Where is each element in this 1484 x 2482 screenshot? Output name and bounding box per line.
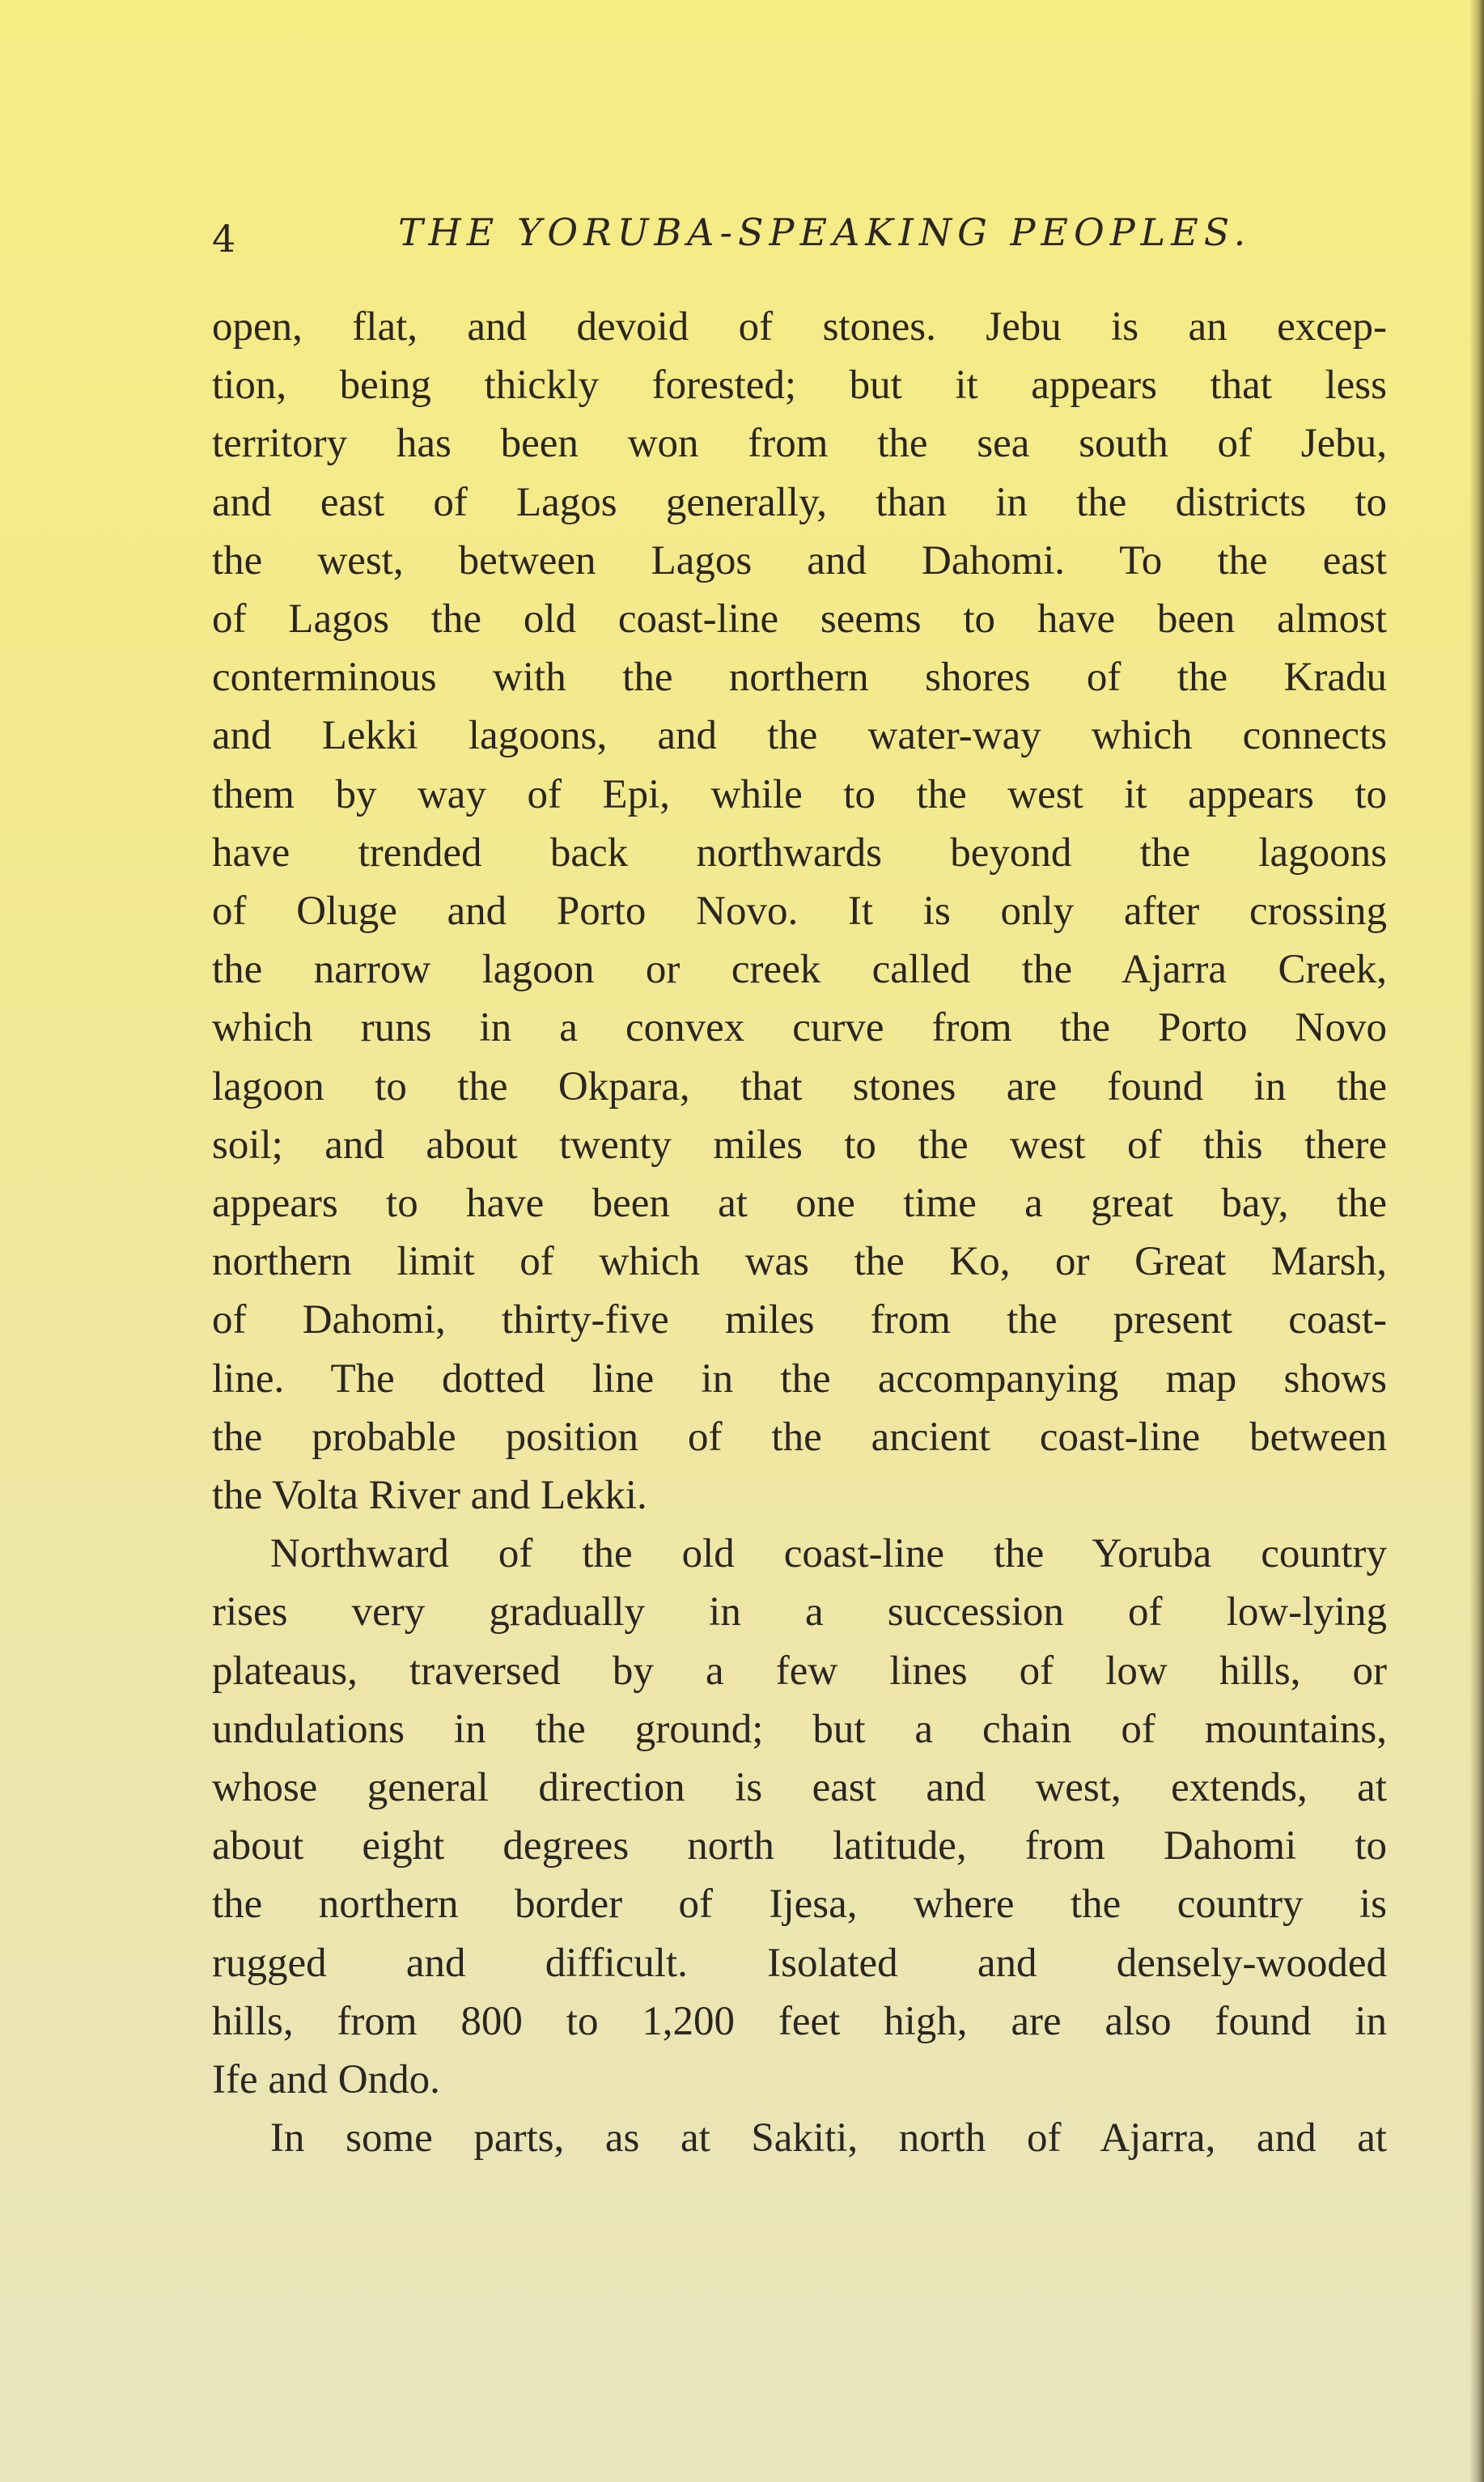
text-line: and Lekki lagoons, and the water-way which connects [212, 713, 1387, 759]
text-line: line. The dotted line in the accompanying map shows [212, 1356, 1387, 1402]
text-line: Northward of the old coast-line the Yoruba country [270, 1531, 1387, 1577]
text-line: whose general direction is east and west, extends, at [212, 1765, 1387, 1811]
text-line: have trended back northwards beyond the lagoons [212, 829, 1387, 876]
paragraph-1 [212, 298, 1387, 1525]
text-line: the west, between Lagos and Dahomi. To the east [212, 537, 1387, 583]
running-title: THE YORUBA-SPEAKING PEOPLES. [398, 210, 1252, 254]
running-head [212, 202, 1393, 275]
text-line: tion, being thickly forested; but it appears that less [212, 363, 1387, 409]
book-page [212, 202, 1393, 2168]
text-line: plateaus, traversed by a few lines of low hills, or [212, 1648, 1387, 1694]
text-line: rises very gradually in a succession of low-lying [212, 1589, 1387, 1636]
page-number: 4 [212, 217, 236, 261]
text-line: Ife and Ondo. [212, 2057, 440, 2103]
text-line: undulations in the ground; but a chain of mountains, [212, 1706, 1387, 1752]
text-line: In some parts, as at Sakiti, north of Ajarra, and at [270, 2115, 1387, 2162]
text-line: soil; and about twenty miles to the west of this there [212, 1122, 1387, 1168]
text-line: of Oluge and Porto Novo. It is only after crossing [212, 889, 1387, 935]
page-edge-shadow [1469, 0, 1484, 2482]
text-line: of Dahomi, thirty-five miles from the present coast- [212, 1297, 1387, 1343]
text-line: the probable position of the ancient coast-line between [212, 1414, 1387, 1460]
text-line: the northern border of Ijesa, where the country is [212, 1882, 1387, 1928]
text-line: lagoon to the Okpara, that stones are found in the [212, 1063, 1387, 1109]
text-line: about eight degrees north latitude, from Dahomi to [212, 1823, 1387, 1869]
body-text [212, 298, 1387, 2168]
text-line: of Lagos the old coast-line seems to have been almost [212, 596, 1387, 643]
text-line: rugged and difficult. Isolated and densely-wooded [212, 1940, 1387, 1986]
text-line: hills, from 800 to 1,200 feet high, are also found in [212, 1998, 1387, 2044]
text-line: the narrow lagoon or creek called the Ajarra Creek, [212, 947, 1387, 993]
paragraph-3 [212, 2109, 1387, 2167]
text-line: which runs in a convex curve from the Porto Novo [212, 1005, 1387, 1051]
text-line: open, flat, and devoid of stones. Jebu is an excep- [212, 304, 1387, 350]
text-line: territory has been won from the sea south of Jebu, [212, 421, 1387, 467]
text-line: the Volta River and Lekki. [212, 1473, 647, 1519]
text-line: appears to have been at one time a great bay, the [212, 1181, 1387, 1227]
text-line: them by way of Epi, while to the west it appears to [212, 771, 1387, 817]
text-line: conterminous with the northern shores of the Kradu [212, 655, 1387, 701]
text-line: northern limit of which was the Ko, or Great Marsh, [212, 1239, 1387, 1285]
text-line: and east of Lagos generally, than in the districts to [212, 479, 1387, 525]
paragraph-2 [212, 1525, 1387, 2109]
